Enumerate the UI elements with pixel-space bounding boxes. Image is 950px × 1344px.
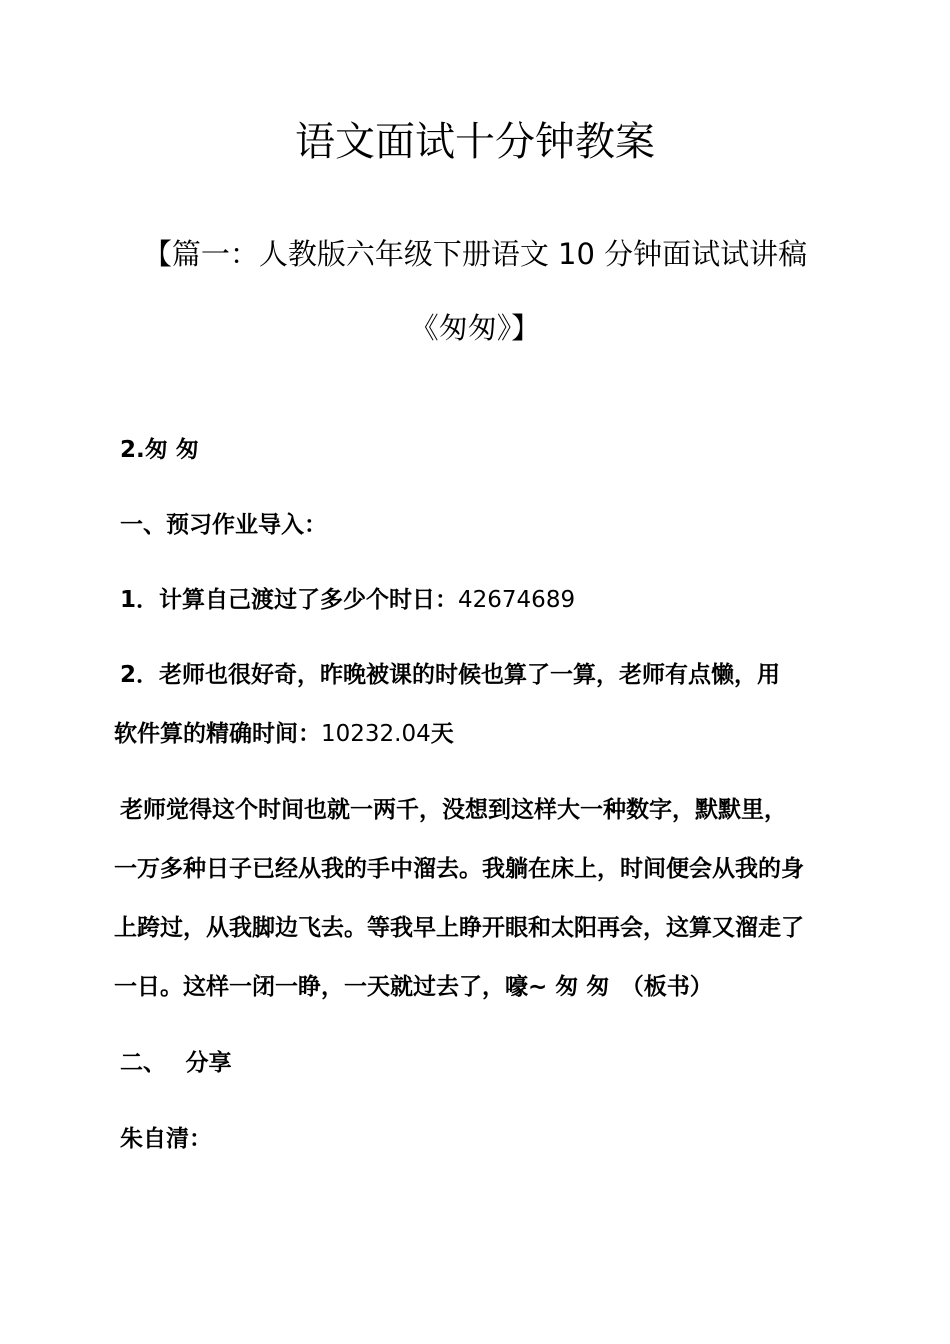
item1 [120,582,575,618]
author-label: 朱自清： [120,1126,212,1152]
item2-line2-label: 软件算的精确时间： [114,721,321,747]
item1-label: 1．计算自己渡过了多少个时日： [120,587,459,613]
document-title: 语文面试十分钟教案 [295,119,655,165]
item2-line1: 2．老师也很好奇，昨晚被课的时候也算了一算，老师有点懒，用 [120,662,781,688]
item2-line2-unit: 天 [430,721,454,747]
item1-value: 42674689 [458,587,576,613]
paragraph-line4: 一日。这样一闭一睁，一天就过去了，嚎~ 匆 匆 （板书） [114,974,713,1000]
lesson-heading: 2.匆 匆 [120,437,199,463]
document-subtitle-line2: 《匆匆》】 [409,311,541,345]
paragraph-line2: 一万多种日子已经从我的手中溜去。我躺在床上，时间便会从我的身 [114,856,804,882]
paragraph-line3: 上跨过，从我脚边飞去。等我早上睁开眼和太阳再会，这算又溜走了 [114,915,804,941]
item2-line2 [114,716,454,752]
item2-line2-value: 10232.04 [321,721,431,747]
paragraph-line1: 老师觉得这个时间也就一两千，没想到这样大一种数字，默默里， [120,797,787,823]
document-subtitle-line1: 【篇一：人教版六年级下册语文 10 分钟面试试讲稿 [142,237,808,271]
section2-heading: 二、 分享 [120,1050,232,1076]
section1-heading: 一、预习作业导入： [120,512,327,538]
